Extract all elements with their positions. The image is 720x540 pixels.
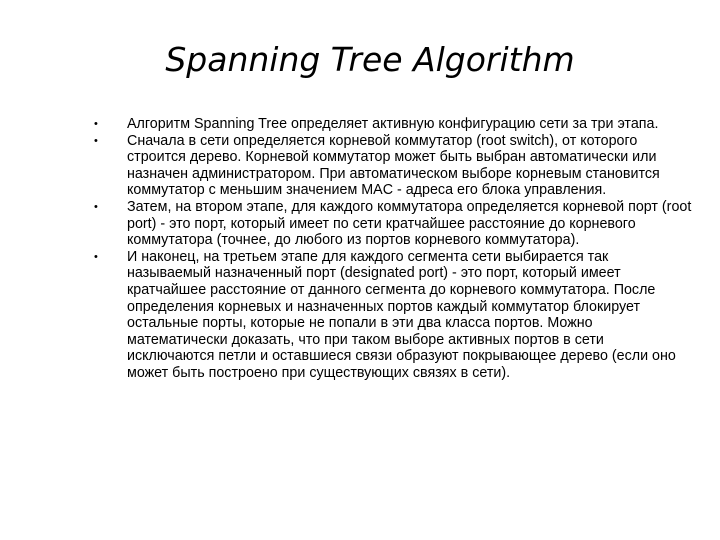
list-item — [94, 199, 694, 249]
bullet-text: Затем, на втором этапе, для каждого коммутатора определяется корневой порт (root port) - это порт, который имеет по сети кратчайшее расстояние до корневого коммутатора (точнее, до любого из портов корневого коммутатора). — [127, 198, 692, 249]
list-item — [94, 133, 694, 199]
slide-title: Spanning Tree Algorithm — [165, 40, 575, 79]
bullet-icon: • — [94, 250, 98, 263]
bullet-text: Сначала в сети определяется корневой коммутатор (root switch), от которого строится дерево. Корневой коммутатор может быть выбран автоматически или назначен администратором. При автоматическом выборе корневым становится коммутатор с меньшим значением MAC - адреса его блока управления. — [127, 132, 660, 199]
bullet-icon: • — [94, 118, 98, 130]
bullet-icon: • — [94, 200, 98, 213]
bullet-icon: • — [94, 134, 98, 147]
bullet-text: И наконец, на третьем этапе для каждого сегмента сети выбирается так называемый назначенный порт (designated port) - это порт, который имеет кратчайшее расстояние от данного сегмента до корневого коммутатора. После определения корневых и назначенных портов каждый коммутатор блокирует остальные порты, которые не попали в эти два класса портов. Можно математически доказать, что при таком выборе активных портов в сети исключаются петли и оставшиеся связи образуют покрывающее дерево (если оно может быть построено при существующих связях в сети). — [127, 248, 676, 381]
list-item — [94, 249, 694, 382]
bullet-list — [94, 116, 694, 382]
list-item — [94, 116, 694, 133]
bullet-text: Алгоритм Spanning Tree определяет активную конфигурацию сети за три этапа. — [127, 116, 659, 132]
